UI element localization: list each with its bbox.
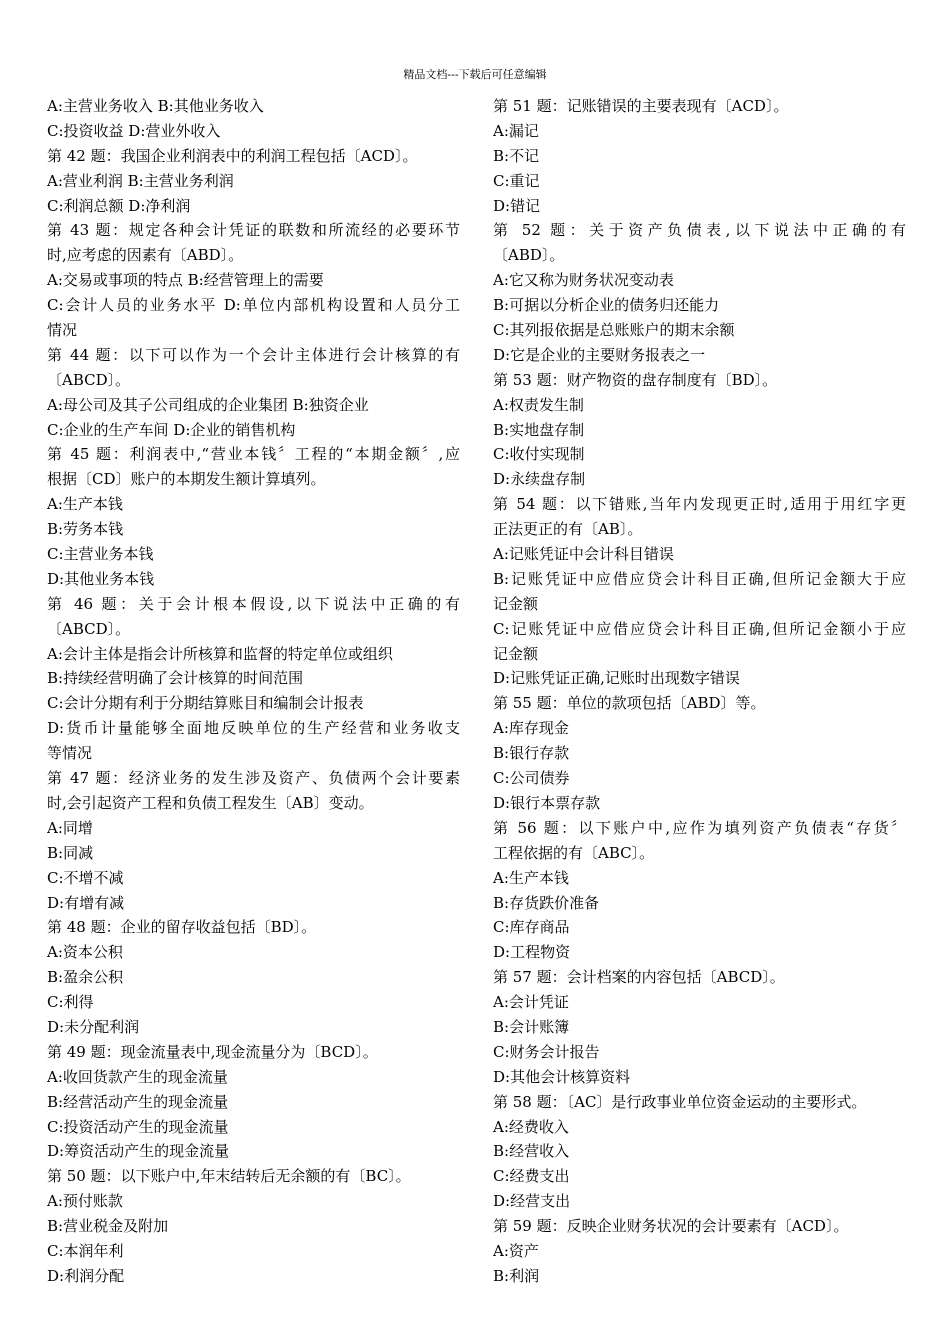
text-line: 第 54 题：以下错账,当年内发现更正时,适用于用红字更 xyxy=(493,495,906,514)
text-line: 第 49 题：现金流量表中,现金流量分为〔BCD〕。 xyxy=(47,1042,378,1061)
text-line: 〔ABCD〕。 xyxy=(47,619,131,638)
text-line: 第 50 题：以下账户中,年末结转后无余额的有〔BC〕。 xyxy=(47,1167,411,1186)
text-line: 情况 xyxy=(47,321,78,340)
text-line: 第 48 题：企业的留存收益包括〔BD〕。 xyxy=(47,918,317,937)
text-line: D:货币计量能够全面地反映单位的生产经营和业务收支 xyxy=(47,719,460,738)
text-line: C:企业的生产车间 D:企业的销售机构 xyxy=(47,420,296,439)
text-line: B:同减 xyxy=(47,843,94,862)
text-line: C:利得 xyxy=(47,993,94,1012)
text-line: A:母公司及其子公司组成的企业集团 B:独资企业 xyxy=(47,395,369,414)
text-line: 第 43 题：规定各种会计凭证的联数和所流经的必要环节 xyxy=(47,221,460,240)
text-line: 第 53 题：财产物资的盘存制度有〔BD〕。 xyxy=(493,370,778,389)
text-line: B:会计账簿 xyxy=(493,1017,570,1036)
text-line: 第 47 题：经济业务的发生涉及资产、负债两个会计要素 xyxy=(47,769,460,788)
text-line: D:筹资活动产生的现金流量 xyxy=(47,1142,230,1161)
text-line: D:银行本票存款 xyxy=(493,793,601,812)
text-line: 记金额 xyxy=(493,594,539,613)
text-line: C:会计人员的业务水平 D:单位内部机构设置和人员分工 xyxy=(47,296,460,315)
text-line: A:资本公积 xyxy=(47,943,123,962)
text-line: 第 58 题：〔AC〕是行政事业单位资金运动的主要形式。 xyxy=(493,1092,867,1111)
text-line: C:主营业务本钱 xyxy=(47,545,154,564)
text-line: C:本润年利 xyxy=(47,1241,124,1260)
text-line: 〔ABCD〕。 xyxy=(47,370,131,389)
text-line: D:它是企业的主要财务报表之一 xyxy=(493,345,706,364)
text-line: 第 42 题：我国企业利润表中的利润工程包括〔ACD〕。 xyxy=(47,146,418,165)
text-line: B:经营收入 xyxy=(493,1142,570,1161)
text-line: A:收回货款产生的现金流量 xyxy=(47,1067,228,1086)
text-line: A:会计主体是指会计所核算和监督的特定单位或组织 xyxy=(47,644,393,663)
left-column xyxy=(47,94,460,1289)
text-line: B:银行存款 xyxy=(493,744,570,763)
text-line: 时,应考虑的因素有〔ABD〕。 xyxy=(47,246,244,265)
text-line: D:未分配利润 xyxy=(47,1017,140,1036)
text-line: 根据〔CD〕账户的本期发生额计算填列。 xyxy=(47,470,326,489)
text-line: C:库存商品 xyxy=(493,918,570,937)
text-line: A:生产本钱 xyxy=(493,868,569,887)
text-line: D:经营支出 xyxy=(493,1192,571,1211)
text-line: 第 52 题：关于资产负债表,以下说法中正确的有 xyxy=(493,221,906,240)
text-line: B:实地盘存制 xyxy=(493,420,585,439)
text-line: 第 45 题：利润表中,“营业本钱〞工程的“本期金额〞,应 xyxy=(47,445,460,464)
text-line: B:营业税金及附加 xyxy=(47,1217,169,1236)
text-line: D:错记 xyxy=(493,196,541,215)
text-line: B:劳务本钱 xyxy=(47,520,124,539)
text-line: C:记账凭证中应借应贷会计科目正确,但所记金额小于应 xyxy=(493,619,906,638)
text-line: A:记账凭证中会计科目错误 xyxy=(493,545,674,564)
text-line: 第 56 题：以下账户中,应作为填列资产负债表“存货〞 xyxy=(493,818,906,837)
text-line: A:营业利润 B:主营业务利润 xyxy=(47,171,234,190)
text-line: A:生产本钱 xyxy=(47,495,123,514)
text-line: C:投资收益 D:营业外收入 xyxy=(47,121,221,140)
text-line: C:不增不减 xyxy=(47,868,124,887)
text-line: C:利润总额 D:净利润 xyxy=(47,196,191,215)
text-line: C:财务会计报告 xyxy=(493,1042,600,1061)
text-line: A:经费收入 xyxy=(493,1117,569,1136)
text-line: 第 57 题：会计档案的内容包括〔ABCD〕。 xyxy=(493,968,785,987)
text-line: C:投资活动产生的现金流量 xyxy=(47,1117,229,1136)
text-line: A:预付账款 xyxy=(47,1192,123,1211)
text-line: D:其他业务本钱 xyxy=(47,569,155,588)
text-line: D:利润分配 xyxy=(47,1266,125,1285)
text-line: B:利润 xyxy=(493,1266,540,1285)
text-line: D:永续盘存制 xyxy=(493,470,586,489)
text-line: A:交易或事项的特点 B:经营管理上的需要 xyxy=(47,271,324,290)
text-line: C:公司债券 xyxy=(493,769,570,788)
text-line: B:不记 xyxy=(493,146,540,165)
text-line: 时,会引起资产工程和负债工程发生〔AB〕变动。 xyxy=(47,793,374,812)
text-line: A:主营业务收入 B:其他业务收入 xyxy=(47,97,264,115)
text-line: 〔ABD〕。 xyxy=(493,246,565,265)
text-line: B:经营活动产生的现金流量 xyxy=(47,1092,229,1111)
text-line: A:资产 xyxy=(493,1241,539,1260)
text-line: B:记账凭证中应借应贷会计科目正确,但所记金额大于应 xyxy=(493,569,906,588)
text-line: 等情况 xyxy=(47,744,93,763)
text-line: C:重记 xyxy=(493,171,540,190)
text-line: B:盈余公积 xyxy=(47,968,124,987)
text-line: D:记账凭证正确,记账时出现数字错误 xyxy=(493,669,740,688)
text-line: C:会计分期有利于分期结算账目和编制会计报表 xyxy=(47,694,364,713)
text-line: 记金额 xyxy=(493,644,539,663)
text-line: A:权责发生制 xyxy=(493,395,584,414)
text-line: C:其列报依据是总账账户的期末余额 xyxy=(493,321,735,340)
text-line: 第 55 题：单位的款项包括〔ABD〕等。 xyxy=(493,694,766,713)
text-line: A:它又称为财务状况变动表 xyxy=(493,271,674,290)
text-line: 工程依据的有〔ABC〕。 xyxy=(493,843,655,862)
text-line: D:其他会计核算资料 xyxy=(493,1067,631,1086)
text-line: 第 51 题：记账错误的主要表现有〔ACD〕。 xyxy=(493,97,789,115)
text-line: 第 44 题：以下可以作为一个会计主体进行会计核算的有 xyxy=(47,345,460,364)
text-line: D:有增有减 xyxy=(47,893,125,912)
text-line: C:经费支出 xyxy=(493,1167,570,1186)
text-line: D:工程物资 xyxy=(493,943,571,962)
text-line: B:可据以分析企业的债务归还能力 xyxy=(493,296,720,315)
text-line: A:会计凭证 xyxy=(493,993,569,1012)
text-line: 正法更正的有〔AB〕。 xyxy=(493,520,643,539)
text-line: A:同增 xyxy=(47,818,93,837)
page-header: 精品文档---下载后可任意编辑 xyxy=(403,68,547,81)
text-line: A:漏记 xyxy=(493,121,539,140)
text-line: A:库存现金 xyxy=(493,719,569,738)
text-line: 第 46 题：关于会计根本假设,以下说法中正确的有 xyxy=(47,594,460,613)
text-line: 第 59 题：反映企业财务状况的会计要素有〔ACD〕。 xyxy=(493,1217,849,1236)
text-line: B:存货跌价准备 xyxy=(493,893,600,912)
text-line: B:持续经营明确了会计核算的时间范围 xyxy=(47,669,304,688)
text-line: C:收付实现制 xyxy=(493,445,585,464)
right-column xyxy=(493,94,906,1289)
